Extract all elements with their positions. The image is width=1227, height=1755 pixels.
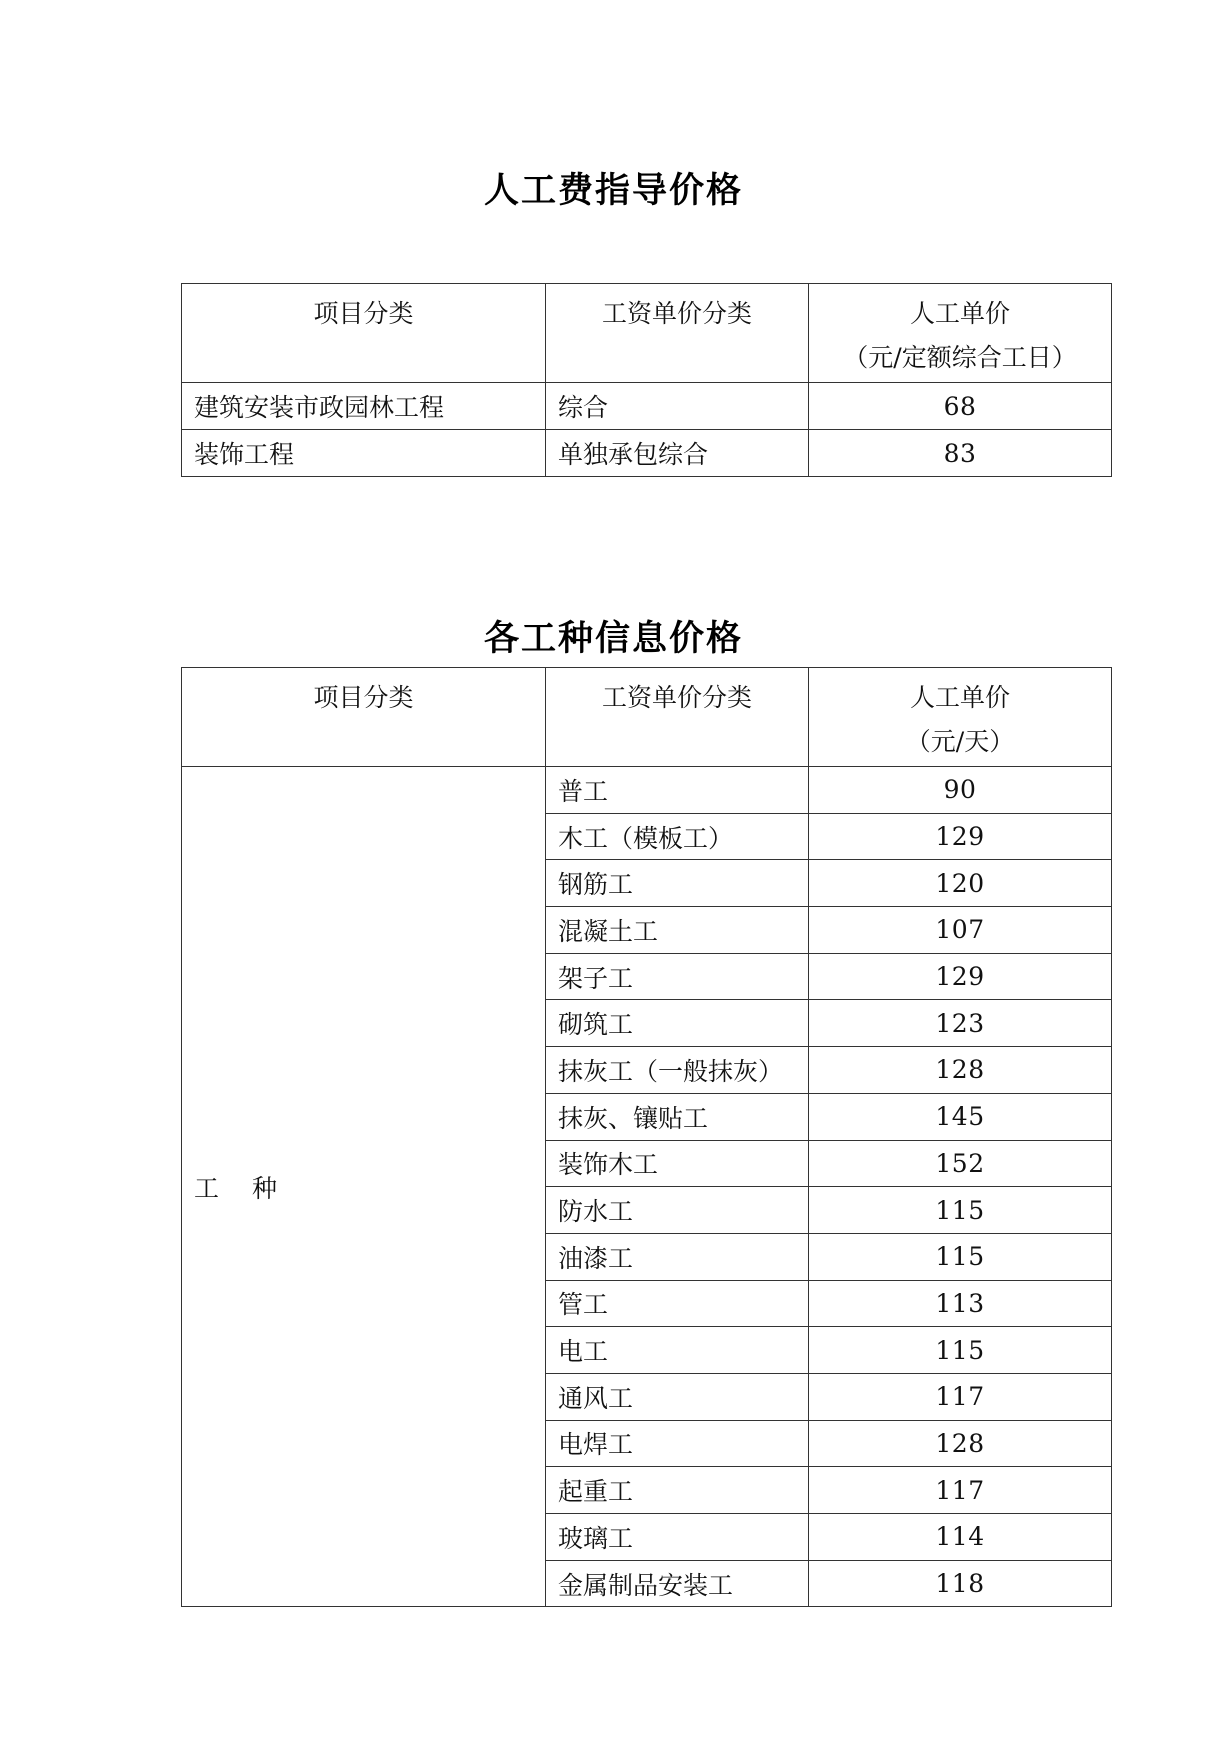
table-header-row <box>182 284 1112 383</box>
row-wage-type: 混凝土工 <box>546 907 809 954</box>
header-unit-price-line1: 人工单价 <box>909 683 1010 712</box>
trade-info-price-table <box>181 667 1112 1607</box>
row-wage-type: 抹灰工（一般抹灰） <box>546 1047 809 1094</box>
row-price: 123 <box>809 1000 1112 1047</box>
row-wage-type: 普工 <box>546 767 809 814</box>
row-price: 129 <box>809 813 1112 860</box>
row-price: 128 <box>809 1420 1112 1467</box>
row-price: 117 <box>809 1467 1112 1514</box>
header-project-category: 项目分类 <box>182 668 546 767</box>
header-unit-price-line2: （元/定额综合工日） <box>843 343 1077 372</box>
row-price: 117 <box>809 1373 1112 1420</box>
row-wage-type: 架子工 <box>546 953 809 1000</box>
row-wage-type: 通风工 <box>546 1373 809 1420</box>
row-price: 128 <box>809 1047 1112 1094</box>
row-price: 120 <box>809 860 1112 907</box>
header-unit-price <box>809 284 1112 383</box>
table-row <box>182 430 1112 477</box>
row-category: 装饰工程 <box>182 430 546 477</box>
row-wage-type: 金属制品安装工 <box>546 1560 809 1607</box>
row-wage-type: 电焊工 <box>546 1420 809 1467</box>
row-category: 建筑安装市政园林工程 <box>182 383 546 430</box>
row-wage-type: 电工 <box>546 1327 809 1374</box>
row-wage-type: 钢筋工 <box>546 860 809 907</box>
header-unit-price-line2: （元/天） <box>905 727 1015 756</box>
row-price: 152 <box>809 1140 1112 1187</box>
table-row <box>182 767 1112 814</box>
header-unit-price-line1: 人工单价 <box>909 299 1010 328</box>
row-price: 107 <box>809 907 1112 954</box>
row-price: 115 <box>809 1233 1112 1280</box>
row-price: 90 <box>809 767 1112 814</box>
row-wage-type: 防水工 <box>546 1187 809 1234</box>
row-price: 115 <box>809 1187 1112 1234</box>
row-wage-type: 油漆工 <box>546 1233 809 1280</box>
row-price: 114 <box>809 1514 1112 1561</box>
row-wage-type: 抹灰、镶贴工 <box>546 1093 809 1140</box>
table-row <box>182 383 1112 430</box>
row-wage-type: 综合 <box>546 383 809 430</box>
header-project-category: 项目分类 <box>182 284 546 383</box>
row-price: 68 <box>809 383 1112 430</box>
header-unit-price <box>809 668 1112 767</box>
row-price: 115 <box>809 1327 1112 1374</box>
row-wage-type: 管工 <box>546 1280 809 1327</box>
row-wage-type: 砌筑工 <box>546 1000 809 1047</box>
header-wage-category: 工资单价分类 <box>546 284 809 383</box>
row-price: 118 <box>809 1560 1112 1607</box>
row-wage-type: 木工（模板工） <box>546 813 809 860</box>
guide-price-title: 人工费指导价格 <box>483 171 743 211</box>
row-wage-type: 玻璃工 <box>546 1514 809 1561</box>
row-wage-type: 起重工 <box>546 1467 809 1514</box>
row-category-merged: 工 种 <box>182 767 546 1607</box>
row-price: 145 <box>809 1093 1112 1140</box>
labor-guide-price-table <box>181 283 1112 477</box>
table-header-row <box>182 668 1112 767</box>
row-price: 113 <box>809 1280 1112 1327</box>
trade-price-title: 各工种信息价格 <box>483 619 743 659</box>
row-wage-type: 单独承包综合 <box>546 430 809 477</box>
row-wage-type: 装饰木工 <box>546 1140 809 1187</box>
row-price: 83 <box>809 430 1112 477</box>
row-price: 129 <box>809 953 1112 1000</box>
header-wage-category: 工资单价分类 <box>546 668 809 767</box>
